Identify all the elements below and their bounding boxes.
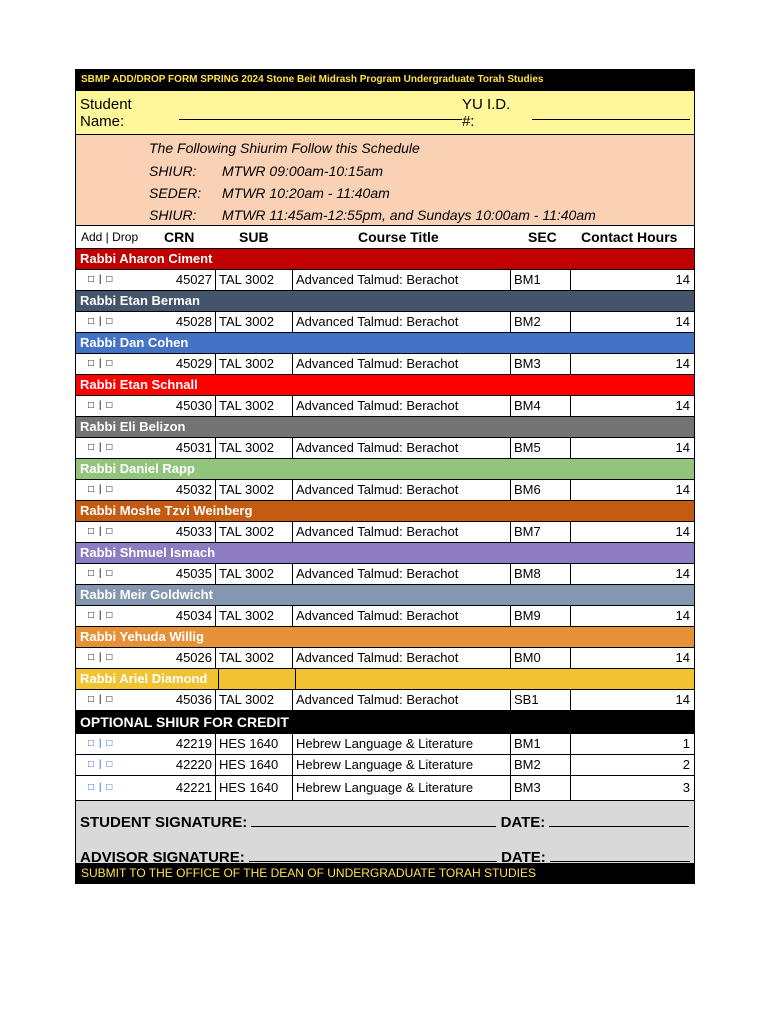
optional-heading: OPTIONAL SHIUR FOR CREDIT	[76, 710, 694, 733]
sec-cell: BM5	[511, 438, 571, 458]
course-row	[76, 775, 694, 800]
sub-cell: TAL 3002	[216, 522, 293, 542]
sub-cell: TAL 3002	[216, 396, 293, 416]
sec-cell: BM3	[511, 354, 571, 374]
sub-cell: TAL 3002	[216, 690, 293, 710]
rabbi-header: Rabbi Etan Schnall	[76, 374, 694, 395]
course-title-cell: Advanced Talmud: Berachot	[293, 312, 511, 332]
advisor-date-field[interactable]	[550, 849, 690, 862]
date-label: DATE:	[501, 849, 546, 866]
crn-cell: 42221	[146, 776, 216, 800]
col-course-title: Course Title	[358, 229, 439, 245]
sec-cell: BM6	[511, 480, 571, 500]
yu-id-field[interactable]	[532, 105, 690, 120]
add-drop-checkboxes[interactable]: □ | □	[88, 652, 114, 663]
sub-cell: TAL 3002	[216, 564, 293, 584]
contact-hours-cell: 14	[675, 524, 690, 539]
add-drop-checkboxes[interactable]: □ | □	[88, 738, 114, 749]
course-row	[76, 647, 694, 668]
schedule-time: MTWR 09:00am-10:15am	[222, 163, 384, 179]
schedule-label: SEDER:	[149, 185, 202, 201]
sub-cell: TAL 3002	[216, 648, 293, 668]
crn-cell: 45029	[146, 354, 216, 374]
course-row	[76, 395, 694, 416]
course-title-cell: Advanced Talmud: Berachot	[293, 564, 511, 584]
crn-cell: 42220	[146, 755, 216, 775]
add-drop-checkboxes[interactable]: □ | □	[88, 274, 114, 285]
schedule-title: The Following Shiurim Follow this Schedule	[149, 140, 420, 156]
sec-cell: BM3	[511, 776, 571, 800]
rabbi-header: Rabbi Meir Goldwicht	[76, 584, 694, 605]
course-row	[76, 733, 694, 754]
course-title-cell: Advanced Talmud: Berachot	[293, 606, 511, 626]
course-row	[76, 521, 694, 542]
sub-cell: HES 1640	[216, 755, 293, 775]
sec-cell: BM0	[511, 648, 571, 668]
course-row	[76, 437, 694, 458]
crn-cell: 45032	[146, 480, 216, 500]
col-add-drop: Add | Drop	[81, 230, 139, 244]
rabbi-header: Rabbi Eli Belizon	[76, 416, 694, 437]
rabbi-header: Rabbi Yehuda Willig	[76, 626, 694, 647]
student-signature-label: STUDENT SIGNATURE:	[80, 814, 248, 831]
advisor-signature-line	[80, 849, 690, 866]
course-title-cell: Hebrew Language & Literature	[293, 734, 511, 754]
advisor-signature-field[interactable]	[249, 849, 497, 862]
sec-cell: BM4	[511, 396, 571, 416]
date-label: DATE:	[500, 814, 546, 831]
crn-cell: 45030	[146, 396, 216, 416]
contact-hours-cell: 1	[682, 736, 690, 751]
add-drop-checkboxes[interactable]: □ | □	[88, 526, 114, 537]
form-banner: SBMP ADD/DROP FORM SPRING 2024 Stone Beit Midrash Program Undergraduate Torah Studies	[76, 70, 694, 90]
crn-cell: 45033	[146, 522, 216, 542]
crn-cell: 45036	[146, 690, 216, 710]
contact-hours-cell: 14	[675, 692, 690, 707]
contact-hours-cell: 14	[675, 482, 690, 497]
sub-cell: TAL 3002	[216, 270, 293, 290]
add-drop-checkboxes[interactable]: □ | □	[88, 484, 114, 495]
sections-list	[76, 248, 694, 710]
sec-cell: BM8	[511, 564, 571, 584]
crn-cell: 45026	[146, 648, 216, 668]
crn-cell: 45034	[146, 606, 216, 626]
student-signature-line	[80, 814, 689, 831]
sec-cell: BM1	[511, 734, 571, 754]
crn-cell: 45031	[146, 438, 216, 458]
schedule-time: MTWR 11:45am-12:55pm, and Sundays 10:00am - 11:40am	[222, 207, 596, 223]
contact-hours-cell: 14	[675, 608, 690, 623]
schedule-box	[76, 134, 694, 225]
crn-cell: 42219	[146, 734, 216, 754]
advisor-signature-label: ADVISOR SIGNATURE:	[80, 849, 245, 866]
sub-cell: TAL 3002	[216, 606, 293, 626]
course-title-cell: Hebrew Language & Literature	[293, 776, 511, 800]
rabbi-header: Rabbi Moshe Tzvi Weinberg	[76, 500, 694, 521]
add-drop-checkboxes[interactable]: □ | □	[88, 400, 114, 411]
crn-cell: 45035	[146, 564, 216, 584]
course-row	[76, 563, 694, 584]
add-drop-checkboxes[interactable]: □ | □	[88, 442, 114, 453]
rabbi-header: Rabbi Dan Cohen	[76, 332, 694, 353]
course-title-cell: Advanced Talmud: Berachot	[293, 438, 511, 458]
col-crn: CRN	[164, 229, 195, 245]
student-signature-field[interactable]	[251, 814, 496, 827]
course-row	[76, 689, 694, 710]
sub-cell: TAL 3002	[216, 438, 293, 458]
schedule-label: SHIUR:	[149, 163, 197, 179]
contact-hours-cell: 3	[682, 780, 690, 795]
footer-instruction: SUBMIT TO THE OFFICE OF THE DEAN OF UNDERGRADUATE TORAH STUDIES	[76, 863, 694, 883]
sec-cell: BM2	[511, 312, 571, 332]
schedule-label: SHIUR:	[149, 207, 197, 223]
add-drop-checkboxes[interactable]: □ | □	[88, 782, 114, 793]
contact-hours-cell: 2	[682, 757, 690, 772]
add-drop-checkboxes[interactable]: □ | □	[88, 568, 114, 579]
rabbi-header: Rabbi Ariel Diamond	[76, 668, 694, 689]
sec-cell: BM9	[511, 606, 571, 626]
student-info-row	[76, 90, 694, 134]
rabbi-header: Rabbi Etan Berman	[76, 290, 694, 311]
optional-list	[76, 733, 694, 800]
col-sec: SEC	[528, 229, 557, 245]
course-title-cell: Advanced Talmud: Berachot	[293, 480, 511, 500]
sec-cell: SB1	[511, 690, 571, 710]
student-name-label: Student Name:	[80, 95, 132, 130]
sec-cell: BM1	[511, 270, 571, 290]
course-title-cell: Advanced Talmud: Berachot	[293, 648, 511, 668]
course-row	[76, 311, 694, 332]
sub-cell: TAL 3002	[216, 354, 293, 374]
contact-hours-cell: 14	[675, 272, 690, 287]
table-header	[76, 225, 694, 248]
course-row	[76, 353, 694, 374]
rabbi-header: Rabbi Aharon Ciment	[76, 248, 694, 269]
sub-cell: HES 1640	[216, 734, 293, 754]
contact-hours-cell: 14	[675, 356, 690, 371]
schedule-time: MTWR 10:20am - 11:40am	[222, 185, 390, 201]
student-name-field[interactable]	[179, 105, 462, 120]
crn-cell: 45028	[146, 312, 216, 332]
contact-hours-cell: 14	[675, 650, 690, 665]
add-drop-checkboxes[interactable]: □ | □	[88, 759, 114, 770]
course-title-cell: Advanced Talmud: Berachot	[293, 354, 511, 374]
contact-hours-cell: 14	[675, 566, 690, 581]
add-drop-checkboxes[interactable]: □ | □	[88, 694, 114, 705]
rabbi-header: Rabbi Daniel Rapp	[76, 458, 694, 479]
signature-area	[76, 800, 694, 866]
course-row	[76, 479, 694, 500]
contact-hours-cell: 14	[675, 440, 690, 455]
rabbi-header: Rabbi Shmuel Ismach	[76, 542, 694, 563]
add-drop-form	[75, 69, 695, 884]
course-row	[76, 269, 694, 290]
sub-cell: TAL 3002	[216, 480, 293, 500]
col-contact-hours: Contact Hours	[581, 229, 678, 245]
student-date-field[interactable]	[549, 814, 689, 827]
crn-cell: 45027	[146, 270, 216, 290]
sec-cell: BM7	[511, 522, 571, 542]
sub-cell: TAL 3002	[216, 312, 293, 332]
add-drop-checkboxes[interactable]: □ | □	[88, 316, 114, 327]
course-title-cell: Advanced Talmud: Berachot	[293, 690, 511, 710]
sub-cell: HES 1640	[216, 776, 293, 800]
course-row	[76, 754, 694, 775]
course-title-cell: Advanced Talmud: Berachot	[293, 522, 511, 542]
course-row	[76, 605, 694, 626]
sec-cell: BM2	[511, 755, 571, 775]
course-title-cell: Advanced Talmud: Berachot	[293, 396, 511, 416]
course-title-cell: Hebrew Language & Literature	[293, 755, 511, 775]
course-title-cell: Advanced Talmud: Berachot	[293, 270, 511, 290]
add-drop-checkboxes[interactable]: □ | □	[88, 358, 114, 369]
contact-hours-cell: 14	[675, 314, 690, 329]
yu-id-label: YU I.D. #:	[461, 95, 511, 130]
add-drop-checkboxes[interactable]: □ | □	[88, 610, 114, 621]
col-sub: SUB	[239, 229, 269, 245]
contact-hours-cell: 14	[675, 398, 690, 413]
